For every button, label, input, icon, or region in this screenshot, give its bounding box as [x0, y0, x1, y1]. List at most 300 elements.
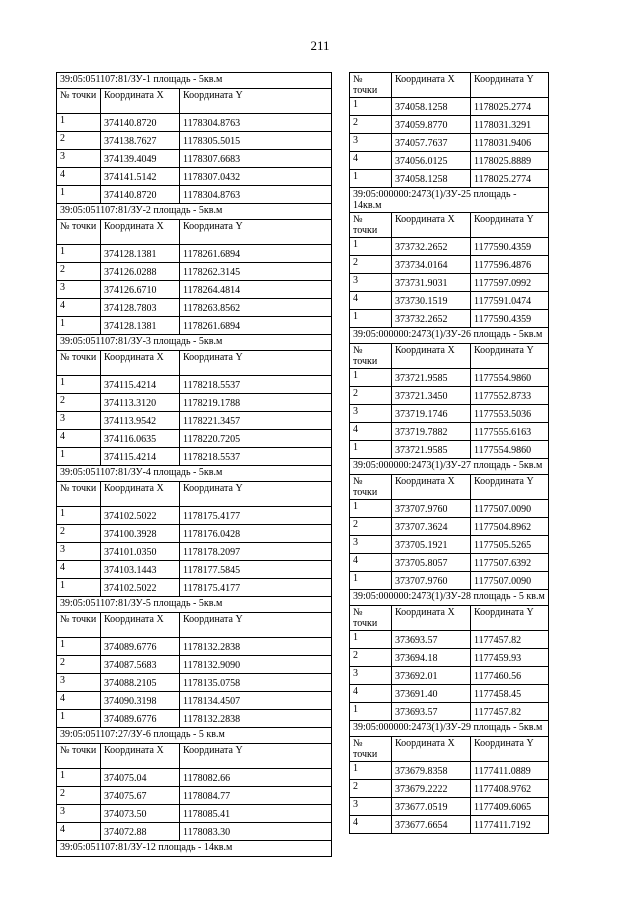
x-cell: [101, 805, 180, 823]
x-cell: [392, 816, 471, 834]
x-cell: [101, 114, 180, 132]
point-cell-value: 2: [60, 788, 65, 799]
point-cell: [57, 710, 101, 728]
point-cell: [350, 292, 392, 310]
y-cell-value: 1178178.2097: [183, 547, 241, 558]
y-cell: [180, 394, 332, 412]
x-cell: [101, 692, 180, 710]
point-cell: [350, 423, 392, 441]
x-cell: [101, 317, 180, 335]
point-cell: [350, 631, 392, 649]
point-cell: [350, 780, 392, 798]
table-row: [350, 152, 549, 170]
point-cell-value: 4: [353, 686, 358, 697]
point-cell-value: 4: [353, 293, 358, 304]
point-cell-value: 3: [60, 806, 65, 817]
y-header: Координата Y: [180, 744, 332, 769]
x-cell: [392, 798, 471, 816]
point-cell-value: 1: [60, 711, 65, 722]
point-cell-value: 3: [60, 151, 65, 162]
y-cell-value: 1178085.41: [183, 809, 231, 820]
y-cell: [471, 649, 549, 667]
coordinates-table-right: [349, 72, 549, 834]
table-row: [350, 310, 549, 328]
point-cell: [350, 500, 392, 518]
section-title: 39:05:051107:81/ЗУ-4 площадь - 5кв.м: [57, 466, 332, 482]
x-cell-value: 374075.67: [104, 791, 147, 802]
section-title: 39:05:000000:2473(1)/ЗУ-29 площадь - 5кв.м: [350, 721, 549, 737]
point-cell-value: 1: [60, 115, 65, 126]
y-cell: [180, 376, 332, 394]
y-header: Координата Y: [180, 220, 332, 245]
point-cell-value: 2: [60, 526, 65, 537]
x-cell-value: 374128.1381: [104, 249, 157, 260]
table-row: [57, 245, 332, 263]
point-header: № точки: [57, 351, 101, 376]
y-cell-value: 1178084.77: [183, 791, 231, 802]
section-title: 39:05:000000:2473(1)/ЗУ-27 площадь - 5кв.м: [350, 459, 549, 475]
point-cell: [57, 769, 101, 787]
y-cell: [180, 412, 332, 430]
point-cell: [57, 263, 101, 281]
header-row: [57, 220, 332, 245]
x-cell: [101, 150, 180, 168]
table-row: [350, 170, 549, 188]
x-cell-value: 373719.7882: [395, 427, 448, 438]
x-cell-value: 373693.57: [395, 635, 438, 646]
y-cell-value: 1178177.5845: [183, 565, 241, 576]
y-cell: [180, 150, 332, 168]
y-cell: [180, 674, 332, 692]
y-cell-value: 1177555.6163: [474, 427, 532, 438]
header-row: [57, 351, 332, 376]
point-cell: [57, 638, 101, 656]
y-cell-value: 1177409.6065: [474, 802, 532, 813]
table-row: [57, 579, 332, 597]
header-row: [350, 213, 549, 238]
section-title-row: [57, 841, 332, 857]
point-cell-value: 2: [353, 781, 358, 792]
table-row: [350, 667, 549, 685]
point-cell-value: 3: [353, 799, 358, 810]
y-cell-value: 1178176.0428: [183, 529, 241, 540]
table-row: [57, 561, 332, 579]
point-cell: [57, 317, 101, 335]
x-cell: [101, 561, 180, 579]
point-cell: [350, 518, 392, 536]
point-cell-value: 2: [353, 519, 358, 530]
table-row: [57, 692, 332, 710]
x-cell-value: 374072.88: [104, 827, 147, 838]
y-cell: [180, 525, 332, 543]
point-cell: [57, 245, 101, 263]
point-cell: [57, 281, 101, 299]
table-row: [57, 430, 332, 448]
point-cell: [57, 561, 101, 579]
table-row: [350, 256, 549, 274]
x-cell-value: 373719.1746: [395, 409, 448, 420]
y-cell-value: 1177411.7192: [474, 820, 531, 831]
y-cell: [471, 274, 549, 292]
point-cell-value: 3: [353, 537, 358, 548]
table-row: [350, 423, 549, 441]
y-cell-value: 1178031.9406: [474, 138, 532, 149]
point-cell-value: 1: [353, 763, 358, 774]
section-title-row: [57, 204, 332, 220]
point-cell: [57, 430, 101, 448]
y-cell: [471, 292, 549, 310]
header-row: [350, 344, 549, 369]
y-cell-value: 1177505.5265: [474, 540, 532, 551]
x-cell: [101, 168, 180, 186]
y-header: Координата Y: [471, 213, 549, 238]
point-cell-value: 2: [353, 650, 358, 661]
x-cell-value: 373731.9031: [395, 278, 448, 289]
x-cell: [101, 525, 180, 543]
y-cell-value: 1178031.3291: [474, 120, 532, 131]
x-cell: [101, 245, 180, 263]
y-header: Координата Y: [471, 606, 549, 631]
x-header: Координата X: [392, 737, 471, 762]
table-row: [350, 116, 549, 134]
point-cell-value: 1: [353, 632, 358, 643]
point-cell-value: 1: [353, 311, 358, 322]
point-cell-value: 4: [353, 424, 358, 435]
x-cell-value: 374087.5683: [104, 660, 157, 671]
y-cell-value: 1178220.7205: [183, 434, 241, 445]
table-row: [57, 376, 332, 394]
table-row: [350, 780, 549, 798]
point-cell-value: 4: [60, 431, 65, 442]
x-header: Координата X: [392, 213, 471, 238]
y-header: Координата Y: [180, 482, 332, 507]
y-cell-value: 1177457.82: [474, 635, 522, 646]
y-cell-value: 1177596.4876: [474, 260, 532, 271]
point-cell: [57, 132, 101, 150]
point-cell-value: 1: [60, 187, 65, 198]
point-cell: [350, 116, 392, 134]
point-cell: [57, 543, 101, 561]
x-cell-value: 373721.9585: [395, 373, 448, 384]
y-cell: [180, 186, 332, 204]
x-cell-value: 373730.1519: [395, 296, 448, 307]
y-cell-value: 1177408.9762: [474, 784, 532, 795]
point-cell: [350, 441, 392, 459]
x-cell-value: 374056.0125: [395, 156, 448, 167]
y-cell: [180, 823, 332, 841]
y-cell: [471, 116, 549, 134]
table-row: [57, 448, 332, 466]
y-cell: [471, 500, 549, 518]
x-cell-value: 374138.7627: [104, 136, 157, 147]
y-cell: [471, 423, 549, 441]
point-cell: [350, 554, 392, 572]
x-cell-value: 374102.5022: [104, 511, 157, 522]
y-cell-value: 1178305.5015: [183, 136, 241, 147]
table-row: [57, 769, 332, 787]
x-cell: [101, 448, 180, 466]
point-cell-value: 1: [60, 449, 65, 460]
table-row: [57, 299, 332, 317]
y-cell-value: 1177553.5036: [474, 409, 532, 420]
point-cell: [350, 152, 392, 170]
point-cell-value: 3: [353, 275, 358, 286]
point-cell-value: 1: [60, 639, 65, 650]
section-title-row: [350, 459, 549, 475]
y-cell-value: 1177554.9860: [474, 445, 532, 456]
table-row: [57, 674, 332, 692]
point-cell: [350, 98, 392, 116]
header-row: [350, 73, 549, 98]
point-cell: [350, 256, 392, 274]
x-cell: [101, 430, 180, 448]
x-cell: [392, 572, 471, 590]
y-cell-value: 1178134.4507: [183, 696, 241, 707]
point-cell: [57, 412, 101, 430]
table-row: [57, 525, 332, 543]
point-cell-value: 1: [353, 171, 358, 182]
x-cell: [392, 536, 471, 554]
x-cell: [392, 554, 471, 572]
x-cell-value: 374113.3120: [104, 398, 157, 409]
x-cell: [101, 710, 180, 728]
x-cell-value: 374100.3928: [104, 529, 157, 540]
y-cell: [471, 441, 549, 459]
section-title: 39:05:051107:81/ЗУ-1 площадь - 5кв.м: [57, 73, 332, 89]
point-cell: [57, 525, 101, 543]
y-cell-value: 1178082.66: [183, 773, 231, 784]
table-row: [350, 798, 549, 816]
table-row: [350, 441, 549, 459]
x-header: Координата X: [101, 613, 180, 638]
y-cell: [180, 245, 332, 263]
y-cell-value: 1178175.4177: [183, 511, 241, 522]
point-cell-value: 4: [60, 824, 65, 835]
x-cell-value: 374115.4214: [104, 452, 157, 463]
x-header: Координата X: [392, 73, 471, 98]
y-cell: [471, 798, 549, 816]
table-row: [57, 114, 332, 132]
y-cell: [180, 656, 332, 674]
point-cell: [350, 369, 392, 387]
y-cell: [180, 579, 332, 597]
table-row: [57, 263, 332, 281]
x-cell-value: 373677.0519: [395, 802, 448, 813]
y-cell: [180, 769, 332, 787]
x-cell-value: 374089.6776: [104, 714, 157, 725]
x-cell-value: 373692.01: [395, 671, 438, 682]
x-cell-value: 374102.5022: [104, 583, 157, 594]
left-column: [56, 72, 332, 857]
y-cell-value: 1178175.4177: [183, 583, 241, 594]
y-cell: [180, 692, 332, 710]
table-row: [350, 762, 549, 780]
x-cell-value: 374073.50: [104, 809, 147, 820]
point-cell: [350, 685, 392, 703]
table-row: [57, 787, 332, 805]
table-row: [350, 387, 549, 405]
y-cell-value: 1178218.5537: [183, 380, 241, 391]
point-header: № точки: [350, 344, 392, 369]
point-cell-value: 3: [60, 544, 65, 555]
y-cell-value: 1177411.0889: [474, 766, 531, 777]
y-cell-value: 1177590.4359: [474, 242, 532, 253]
x-cell: [101, 769, 180, 787]
point-cell: [350, 387, 392, 405]
point-cell-value: 2: [353, 117, 358, 128]
y-cell-value: 1177460.56: [474, 671, 522, 682]
point-cell-value: 4: [60, 169, 65, 180]
table-row: [350, 238, 549, 256]
x-header: Координата X: [101, 744, 180, 769]
section-title: 39:05:051107:81/ЗУ-2 площадь - 5кв.м: [57, 204, 332, 220]
y-cell: [471, 369, 549, 387]
x-cell: [101, 412, 180, 430]
table-row: [350, 572, 549, 590]
y-cell-value: 1178263.8562: [183, 303, 241, 314]
point-cell-value: 2: [60, 395, 65, 406]
y-cell: [180, 317, 332, 335]
y-cell-value: 1177459.93: [474, 653, 522, 664]
header-row: [57, 613, 332, 638]
point-cell: [350, 536, 392, 554]
table-row: [350, 649, 549, 667]
x-cell: [392, 387, 471, 405]
table-row: [350, 98, 549, 116]
y-cell: [180, 638, 332, 656]
x-cell: [392, 238, 471, 256]
y-cell: [471, 256, 549, 274]
x-cell-value: 374103.1443: [104, 565, 157, 576]
y-cell: [471, 667, 549, 685]
table-row: [350, 500, 549, 518]
x-cell-value: 373705.8057: [395, 558, 448, 569]
point-cell-value: 1: [60, 246, 65, 257]
x-cell-value: 373679.2222: [395, 784, 448, 795]
table-row: [57, 638, 332, 656]
x-cell: [392, 667, 471, 685]
point-cell-value: 3: [60, 675, 65, 686]
x-header: Координата X: [392, 344, 471, 369]
right-column: [349, 72, 549, 834]
section-title-row: [350, 188, 549, 213]
x-cell: [392, 274, 471, 292]
x-cell: [101, 507, 180, 525]
point-cell: [350, 134, 392, 152]
y-cell-value: 1178025.2774: [474, 102, 532, 113]
y-cell-value: 1178135.0758: [183, 678, 241, 689]
x-cell-value: 373721.9585: [395, 445, 448, 456]
y-cell-value: 1178262.3145: [183, 267, 241, 278]
x-header: Координата X: [392, 475, 471, 500]
x-cell-value: 374140.8720: [104, 190, 157, 201]
section-title-row: [57, 335, 332, 351]
y-cell: [471, 518, 549, 536]
y-cell-value: 1178025.8889: [474, 156, 532, 167]
x-cell: [392, 256, 471, 274]
x-cell: [101, 787, 180, 805]
x-cell: [392, 649, 471, 667]
point-cell-value: 1: [60, 318, 65, 329]
point-header: № точки: [350, 606, 392, 631]
y-cell-value: 1178261.6894: [183, 321, 241, 332]
y-cell: [180, 561, 332, 579]
y-cell-value: 1177507.0090: [474, 576, 532, 587]
y-cell: [180, 805, 332, 823]
x-cell-value: 374141.5142: [104, 172, 157, 183]
point-cell-value: 1: [353, 573, 358, 584]
x-cell: [392, 98, 471, 116]
point-cell: [57, 805, 101, 823]
point-cell-value: 1: [60, 508, 65, 519]
x-cell: [392, 441, 471, 459]
point-header: № точки: [350, 213, 392, 238]
x-header: Координата X: [101, 351, 180, 376]
point-cell-value: 1: [60, 580, 65, 591]
point-cell-value: 1: [353, 99, 358, 110]
y-cell-value: 1177457.82: [474, 707, 522, 718]
point-cell: [57, 150, 101, 168]
point-header: № точки: [57, 744, 101, 769]
x-cell: [392, 170, 471, 188]
x-cell: [101, 656, 180, 674]
table-row: [350, 631, 549, 649]
point-cell: [57, 299, 101, 317]
x-cell-value: 374059.8770: [395, 120, 448, 131]
point-cell: [350, 649, 392, 667]
point-cell: [350, 238, 392, 256]
section-title-row: [350, 721, 549, 737]
point-cell-value: 4: [353, 153, 358, 164]
y-header: Координата Y: [180, 613, 332, 638]
y-cell: [471, 780, 549, 798]
point-cell: [350, 762, 392, 780]
x-cell-value: 374089.6776: [104, 642, 157, 653]
table-row: [350, 274, 549, 292]
point-cell-value: 1: [60, 770, 65, 781]
y-cell-value: 1177591.0474: [474, 296, 532, 307]
point-cell-value: 2: [353, 257, 358, 268]
x-cell-value: 373705.1921: [395, 540, 448, 551]
x-cell-value: 374058.1258: [395, 174, 448, 185]
y-cell-value: 1178083.30: [183, 827, 231, 838]
x-cell-value: 374090.3198: [104, 696, 157, 707]
y-header: Координата Y: [180, 89, 332, 114]
point-cell: [57, 656, 101, 674]
x-cell-value: 374140.8720: [104, 118, 157, 129]
y-cell-value: 1178132.2838: [183, 642, 241, 653]
y-cell: [471, 310, 549, 328]
x-cell-value: 373694.18: [395, 653, 438, 664]
coordinates-table-left: [56, 72, 332, 857]
point-cell-value: 4: [60, 693, 65, 704]
point-cell: [57, 823, 101, 841]
point-header: № точки: [57, 613, 101, 638]
x-cell: [101, 543, 180, 561]
x-cell-value: 373677.6654: [395, 820, 448, 831]
point-cell-value: 4: [60, 562, 65, 573]
y-cell: [180, 543, 332, 561]
x-cell-value: 374126.0288: [104, 267, 157, 278]
header-row: [350, 475, 549, 500]
point-cell-value: 3: [60, 282, 65, 293]
x-cell: [101, 376, 180, 394]
point-cell-value: 4: [353, 555, 358, 566]
x-cell: [101, 281, 180, 299]
point-cell: [57, 692, 101, 710]
x-cell: [101, 132, 180, 150]
y-cell: [471, 762, 549, 780]
